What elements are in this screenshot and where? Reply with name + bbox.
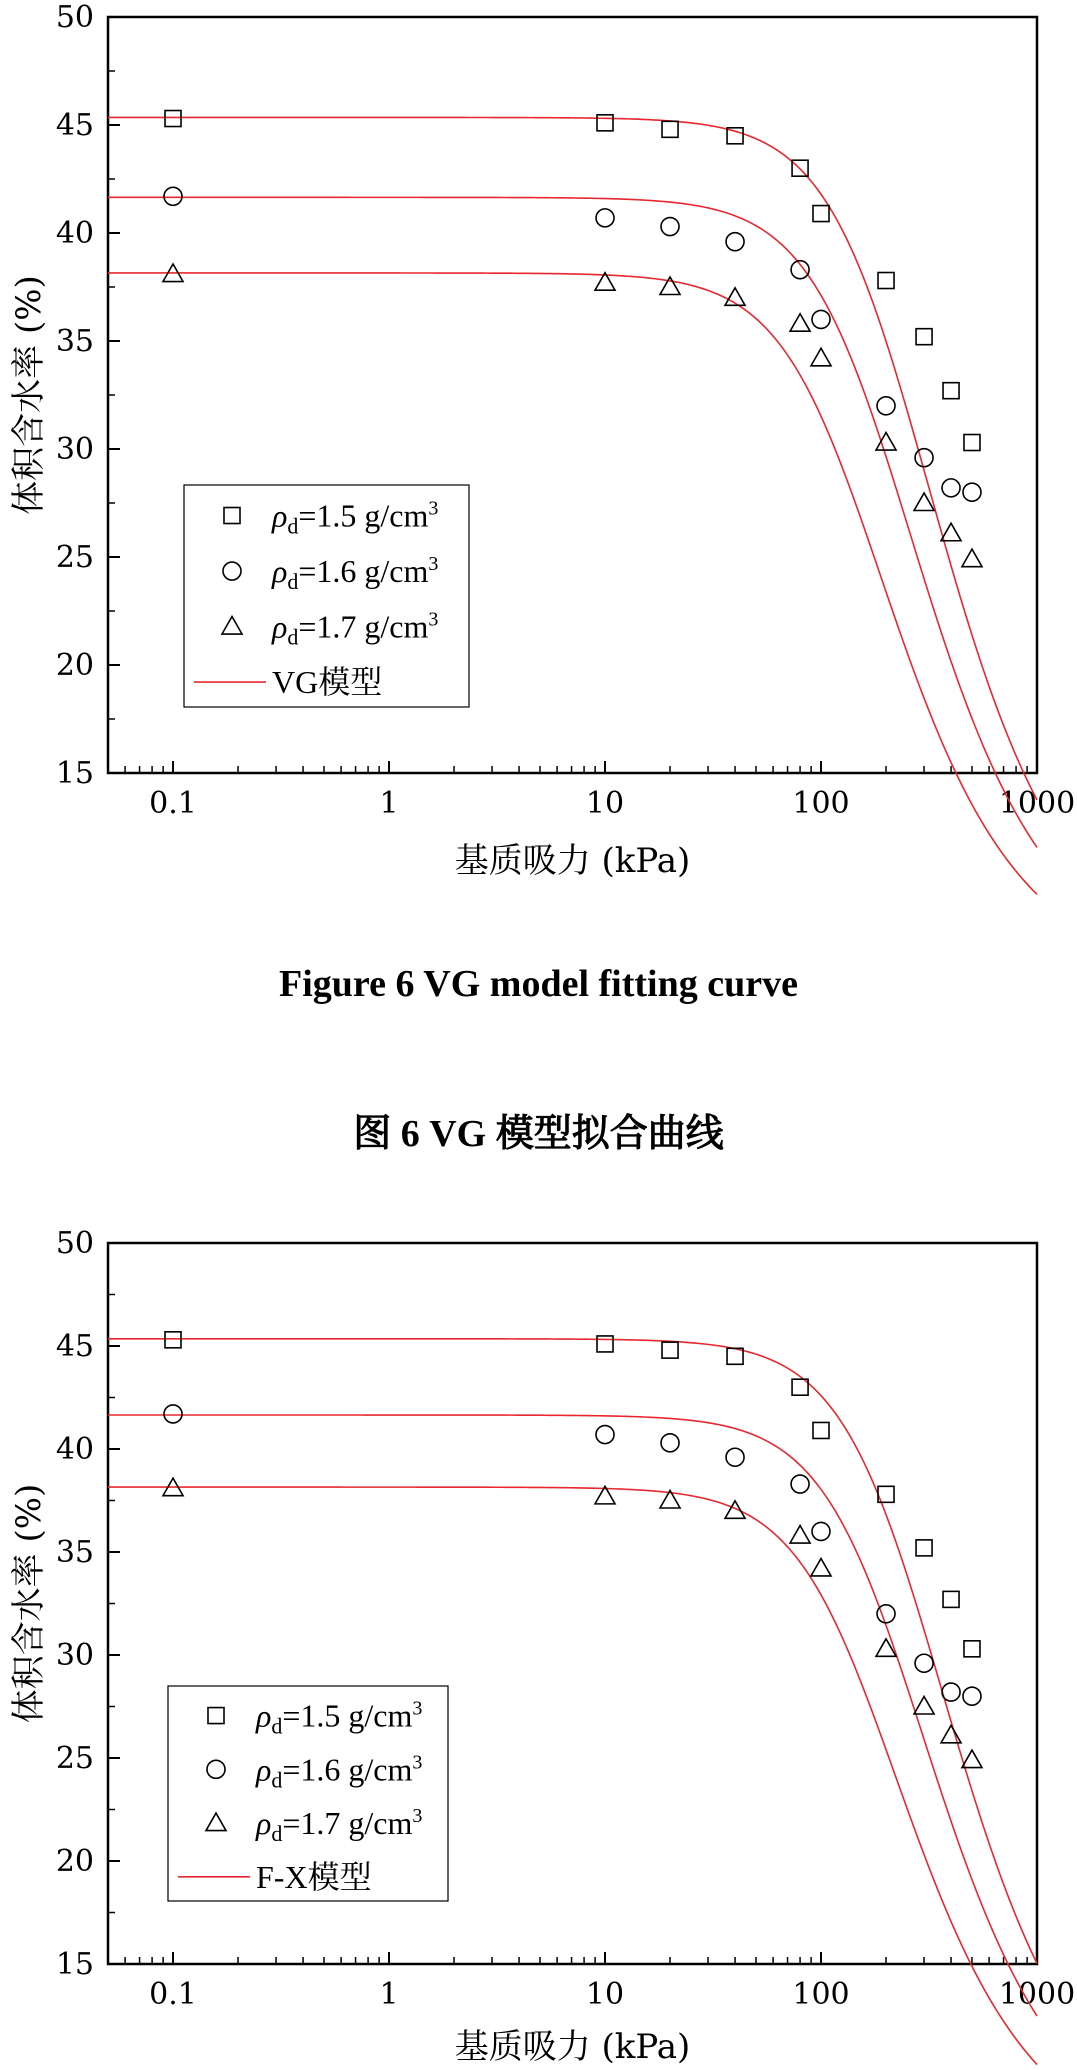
data-point <box>726 1448 744 1466</box>
series-square <box>165 111 980 451</box>
x-tick-label: 100 <box>792 1977 850 2012</box>
data-point <box>812 310 830 328</box>
data-point <box>164 187 182 205</box>
y-tick-label: 25 <box>55 1741 94 1776</box>
caption-english: Figure 6 VG model fitting curve <box>279 963 798 1005</box>
y-tick-label: 40 <box>55 216 94 251</box>
y-tick-label: 50 <box>55 1226 94 1261</box>
chart-fx-model <box>0 1220 1077 2070</box>
data-point <box>915 1654 933 1672</box>
data-point <box>942 479 960 497</box>
legend-label: $\rho_d=1.7$ $g/cm^3$ <box>256 1805 423 1847</box>
data-point <box>963 483 981 501</box>
data-point <box>661 218 679 236</box>
y-axis-title: 体积含水率 (%) <box>9 1483 49 1724</box>
data-point <box>790 1526 810 1544</box>
data-point <box>726 233 744 251</box>
x-axis <box>108 1952 1075 2012</box>
data-point <box>597 1336 613 1352</box>
data-point <box>943 1591 959 1607</box>
data-point <box>962 549 982 567</box>
x-tick-label: 0.1 <box>149 1977 197 2012</box>
legend-fit-label: F-X模型 <box>256 1858 372 1895</box>
legend <box>184 485 469 707</box>
data-point <box>597 115 613 131</box>
legend-label: $\rho_d=1.6$ $g/cm^3$ <box>256 1751 423 1793</box>
data-point <box>942 1683 960 1701</box>
data-point <box>878 273 894 289</box>
data-point <box>877 397 895 415</box>
y-tick-label: 30 <box>55 1638 94 1673</box>
data-point <box>661 1434 679 1452</box>
data-point <box>164 1405 182 1423</box>
data-point <box>790 314 810 332</box>
data-point <box>914 1697 934 1715</box>
x-tick-label: 1000 <box>998 1977 1076 2012</box>
y-tick-label: 30 <box>55 432 94 467</box>
data-point <box>813 206 829 222</box>
data-point <box>165 1332 181 1348</box>
data-point <box>877 1605 895 1623</box>
data-point <box>165 111 181 127</box>
x-tick-label: 100 <box>792 786 850 821</box>
x-axis-title: 基质吸力 (kPa) <box>454 841 691 881</box>
x-tick-label: 10 <box>585 1977 625 2012</box>
data-point <box>964 435 980 451</box>
data-point <box>916 1540 932 1556</box>
x-tick-label: 10 <box>585 786 625 821</box>
data-point <box>962 1750 982 1768</box>
y-tick-label: 35 <box>55 324 94 359</box>
y-tick-label: 25 <box>55 540 94 575</box>
data-point <box>725 1501 745 1519</box>
x-tick-label: 0.1 <box>149 786 197 821</box>
data-point <box>941 1725 961 1743</box>
y-tick-label: 45 <box>55 1329 94 1364</box>
data-point <box>662 121 678 137</box>
legend-label: $\rho_d=1.5$ $g/cm^3$ <box>272 497 439 539</box>
x-axis-title: 基质吸力 (kPa) <box>454 2027 691 2067</box>
x-tick-label: 1 <box>379 1977 399 2012</box>
legend <box>168 1686 448 1901</box>
data-point <box>791 1475 809 1493</box>
x-tick-label: 1 <box>379 786 399 821</box>
series-square <box>165 1332 980 1657</box>
y-tick-label: 40 <box>55 1432 94 1467</box>
y-axis-title: 体积含水率 (%) <box>9 275 49 515</box>
data-point <box>963 1687 981 1705</box>
data-point <box>596 209 614 227</box>
x-axis <box>108 761 1075 821</box>
y-tick-label: 35 <box>55 1535 94 1570</box>
y-tick-label: 15 <box>55 756 94 791</box>
data-point <box>662 1342 678 1358</box>
data-point <box>916 329 932 345</box>
data-point <box>915 449 933 467</box>
data-point <box>811 1558 831 1576</box>
data-point <box>596 1426 614 1444</box>
legend-fit-label: VG模型 <box>272 664 383 701</box>
y-tick-label: 50 <box>55 0 94 35</box>
legend-label: $\rho_d=1.7$ $g/cm^3$ <box>272 608 439 650</box>
x-tick-label: 1000 <box>998 786 1076 821</box>
legend-label: $\rho_d=1.5$ $g/cm^3$ <box>256 1697 423 1739</box>
data-point <box>813 1422 829 1438</box>
y-tick-label: 20 <box>55 648 94 683</box>
legend-label: $\rho_d=1.6$ $g/cm^3$ <box>272 553 439 595</box>
caption-chinese: 图 6 VG 模型拟合曲线 <box>353 1113 724 1155</box>
data-point <box>943 383 959 399</box>
y-tick-label: 45 <box>55 108 94 143</box>
data-point <box>941 523 961 541</box>
data-point <box>964 1641 980 1657</box>
data-point <box>812 1522 830 1540</box>
data-point <box>811 348 831 366</box>
y-tick-label: 20 <box>55 1844 94 1879</box>
y-tick-label: 15 <box>55 1947 94 1982</box>
chart-vg-model <box>0 0 1077 900</box>
series-circle <box>164 187 981 501</box>
y-axis <box>56 0 120 791</box>
